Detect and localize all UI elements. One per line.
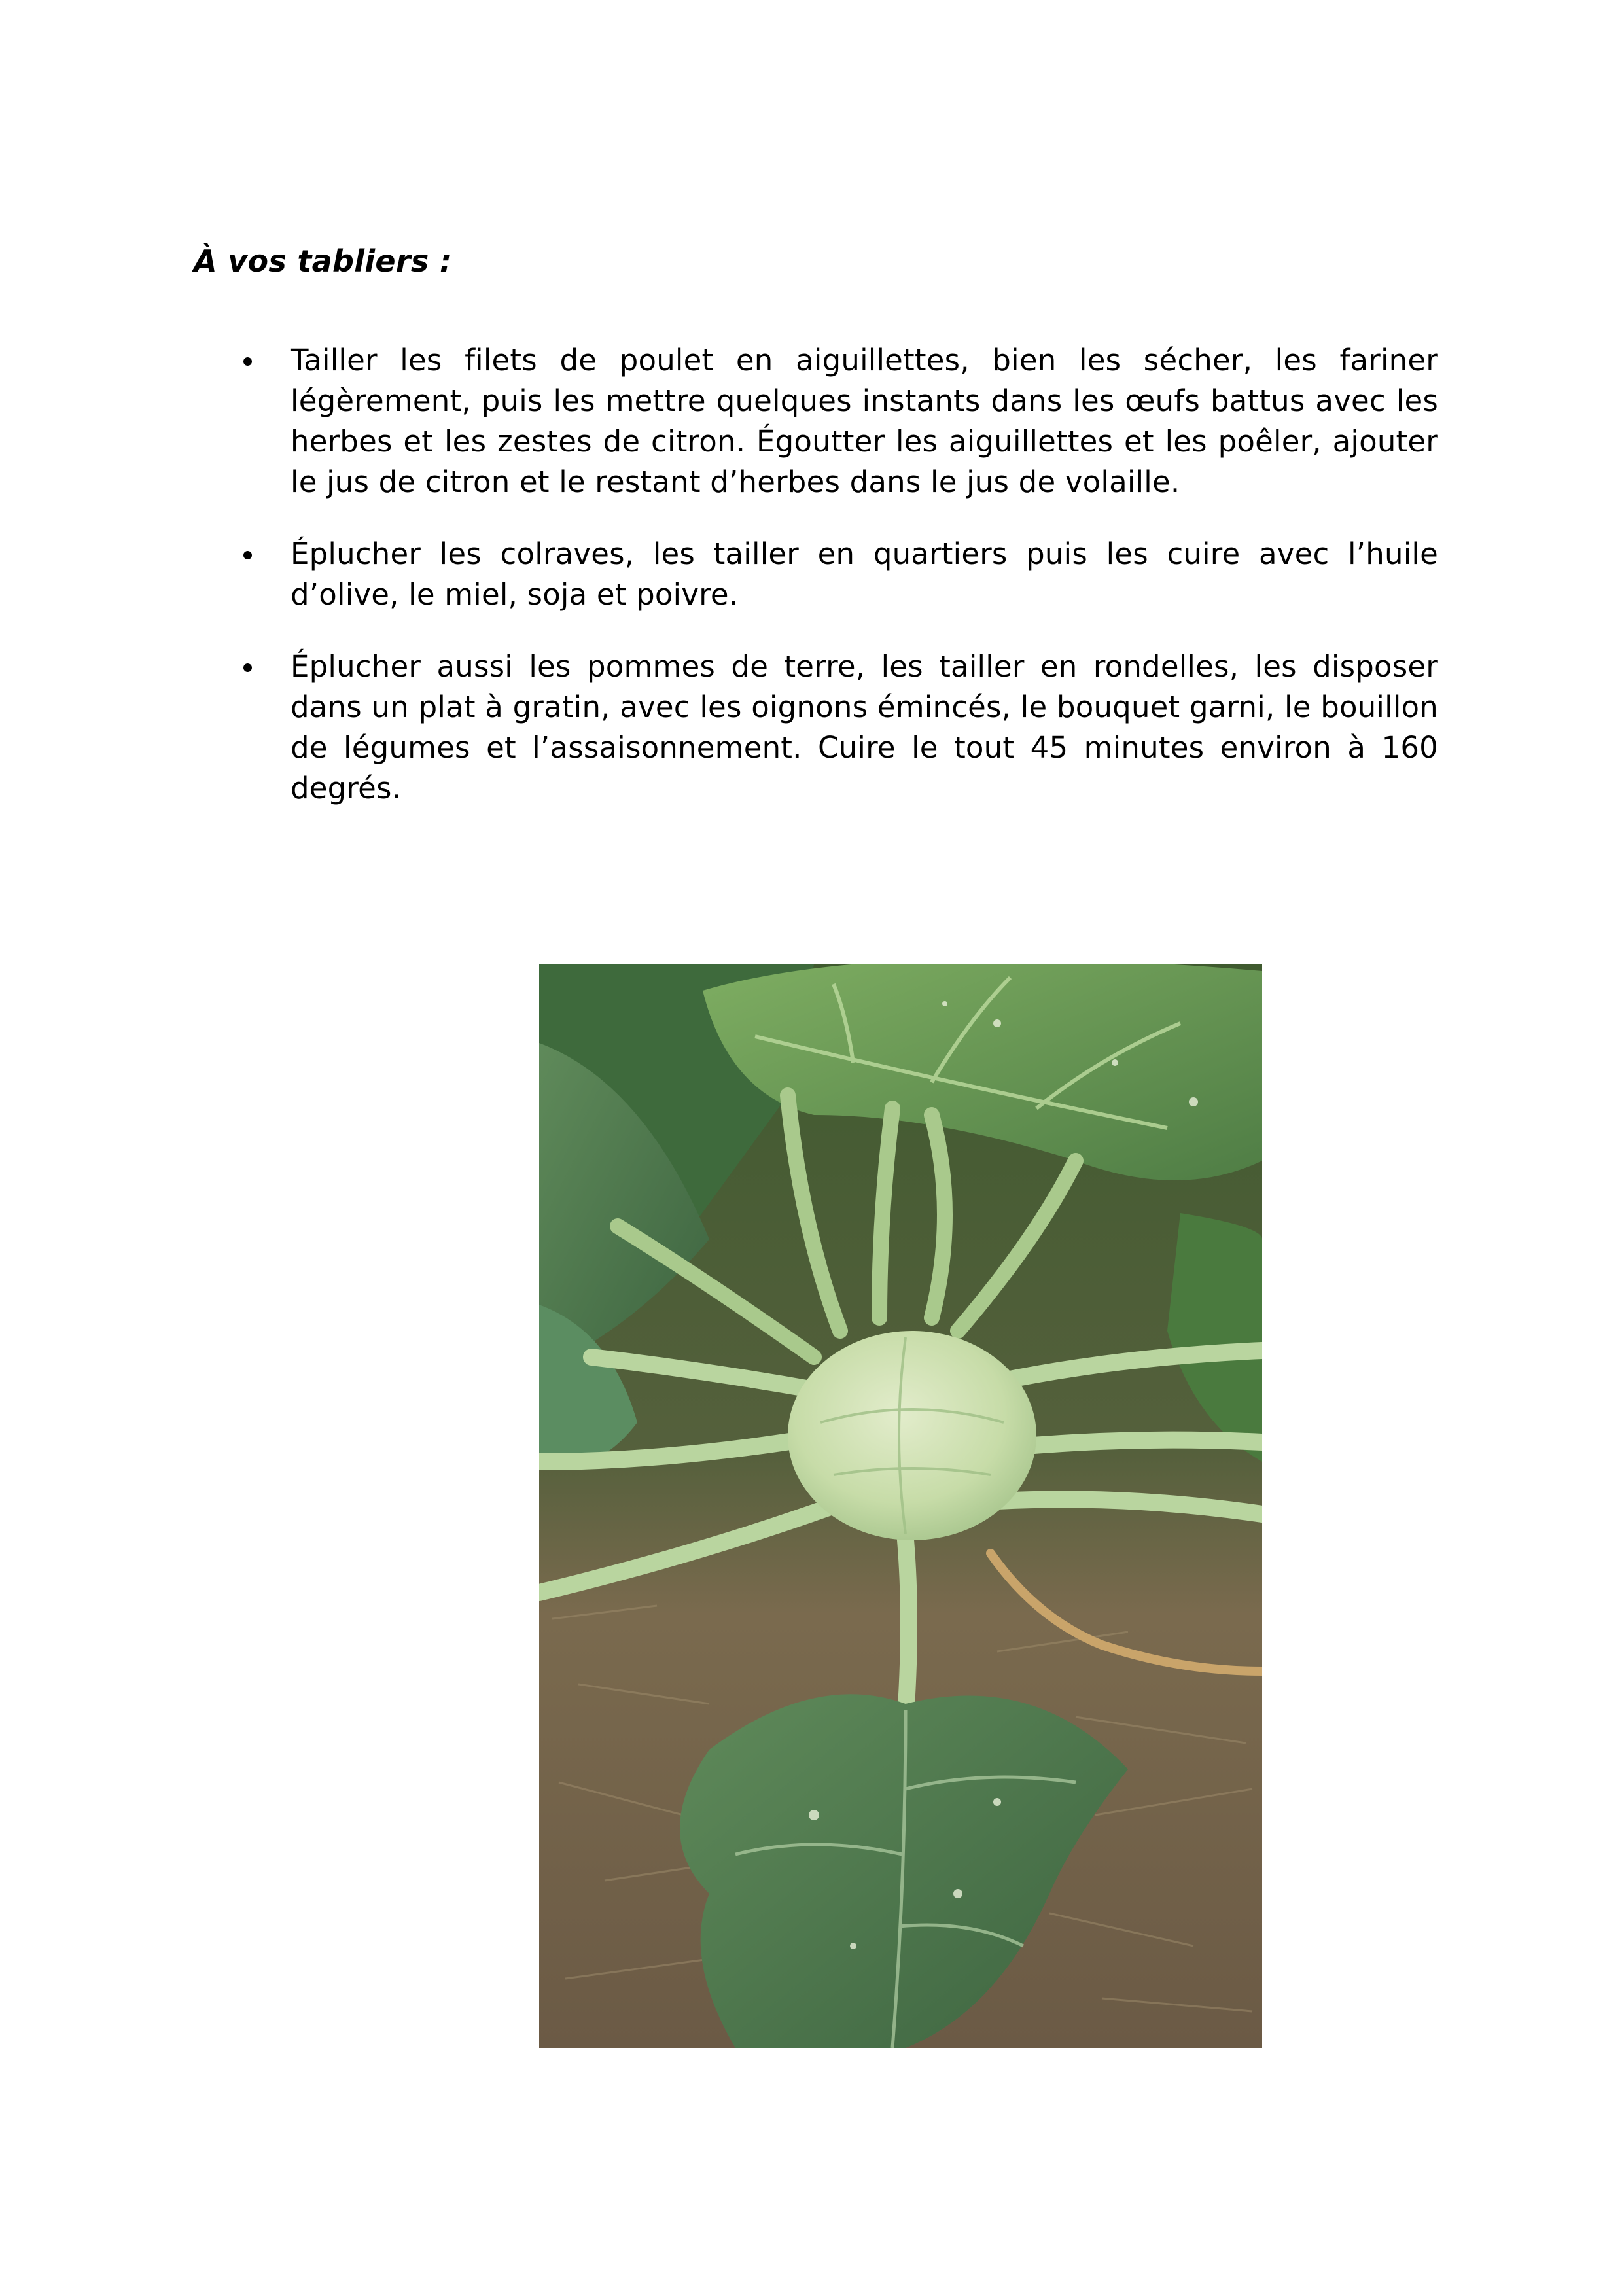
bullet-icon xyxy=(243,663,252,672)
list-item xyxy=(243,340,1438,503)
section-heading: À vos tabliers : xyxy=(194,243,452,279)
list-item xyxy=(243,534,1438,615)
step-text: Éplucher les colraves, les tailler en quartiers puis les cuire avec l’huile d’olive, le miel, soja et poivre. xyxy=(291,537,1438,612)
kohlrabi-photo xyxy=(539,964,1262,2048)
step-text: Tailler les filets de poulet en aiguillettes, bien les sécher, les fariner légèrement, puis les mettre quelques instants dans les œufs battus avec les herbes et les zestes de citron. Égoutter les aiguillettes et les poêler, ajouter le jus de citron et le restant d’herbes dans le jus de volaille. xyxy=(291,343,1438,499)
list-item xyxy=(243,646,1438,809)
bullet-icon xyxy=(243,357,252,366)
kohlrabi-illustration xyxy=(539,964,1262,2048)
step-text: Éplucher aussi les pommes de terre, les tailler en rondelles, les disposer dans un plat à gratin, avec les oignons émincés, le bouquet garni, le bouillon de légumes et l’assaisonnement. Cuire le tout 45 minutes environ à 160 degrés. xyxy=(291,649,1438,805)
bullet-icon xyxy=(243,551,252,559)
instruction-list xyxy=(243,340,1438,840)
